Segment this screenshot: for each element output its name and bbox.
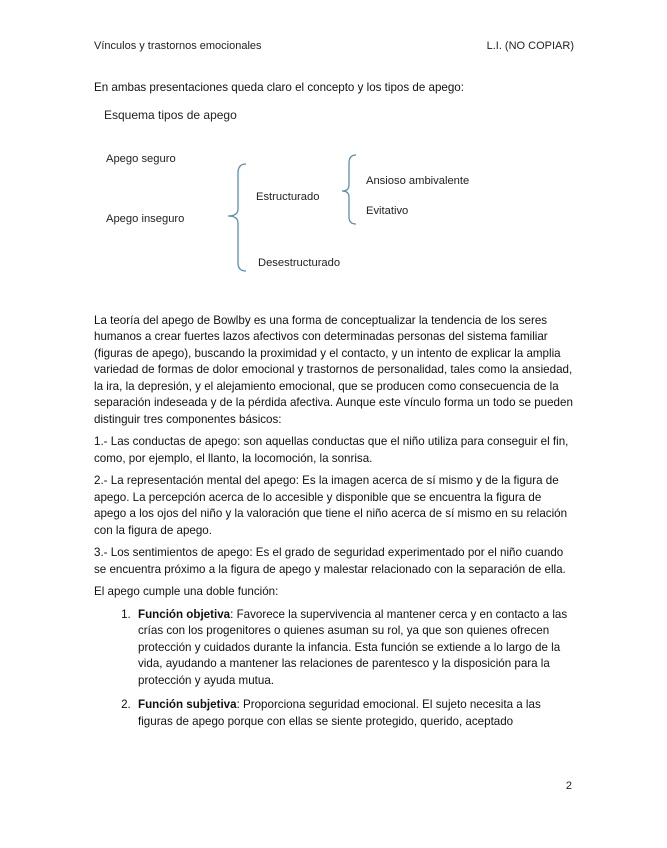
component-1-paragraph: 1.- Las conductas de apego: son aquellas conductas que el niño utiliza para conseguir el fin, como, por ejemplo, el llanto, la locomoción, la sonrisa. [94,435,569,465]
function-item-objetiva [134,607,574,690]
label-desestructurado: Desestructurado [258,256,341,269]
function-title-objetiva: Función objetiva [138,607,231,621]
label-apego-inseguro: Apego inseguro [106,212,185,225]
document-body [94,80,574,738]
component-2-paragraph: 2.- La representación mental del apego: Es la imagen acerca de sí mismo y de la figura de apego. La percepción acerca de lo accesible y disponible que se encuentra la figura de apego a los ojos del niño y la valoración que tiene el niño acerca de sí mismo en su relación con la figura de apego. [94,474,568,537]
sub-brace [342,155,356,224]
functions-list [94,607,574,731]
diagram-title: Esquema tipos de apego [104,107,237,122]
header-note: L.I. (NO COPIAR) [486,40,574,52]
label-estructurado: Estructurado [256,190,320,203]
function-item-subjetiva [134,697,574,730]
function-title-subjetiva: Función subjetiva [138,698,237,711]
main-brace [228,164,246,271]
intro-paragraph: En ambas presentaciones queda claro el concepto y los tipos de apego: [94,81,464,94]
page-header [94,40,574,52]
bowlby-paragraph: La teoría del apego de Bowlby es una forma de conceptualizar la tendencia de los seres humanos a crear fuertes lazos afectivos con determinadas personas del sistema familiar (figuras de apego), buscando la proximidad y el contacto, y un intento de explicar la amplia variedad de formas de dolor emocional y trastornos de personalidad, tales como la ansiedad, la ira, la depresión, y el alejamiento emocional, que se producen como consecuencia de la separación indeseada y de la pérdida afectiva. Aunque este vínculo forma un todo se pueden distinguir tres componentes básicos: [94,313,573,426]
page-number: 2 [565,780,572,792]
function-text-objetiva: : Favorece la supervivencia al mantener cerca y en contacto a las crías con los progenitores o quienes asuman su rol, ya que son quienes ofrecen protección y cuidados durante la infancia. Esta función se extiende a lo largo de la vida, ayudando a mantener las relaciones de parentesco y la disposición para la protección y ayuda mutua. [138,607,568,687]
doble-funcion-paragraph: El apego cumple una doble función: [94,585,279,598]
label-evitativo: Evitativo [366,204,409,217]
attachment-types-diagram [94,103,574,303]
label-apego-seguro: Apego seguro [106,152,176,165]
component-3-paragraph: 3.- Los sentimientos de apego: Es el grado de seguridad experimentado por el niño cuando se encuentra próximo a la figura de apego y malestar relacionado con la separación de ella. [94,546,566,576]
header-title: Vínculos y trastornos emocionales [94,40,262,52]
diagram-braces [94,103,574,303]
function-text-subjetiva: : Proporciona seguridad emocional. El sujeto necesita a las figuras de apego porque con ellas se siente protegido, querido, aceptado [138,698,541,728]
label-ansioso-ambivalente: Ansioso ambivalente [366,174,470,187]
